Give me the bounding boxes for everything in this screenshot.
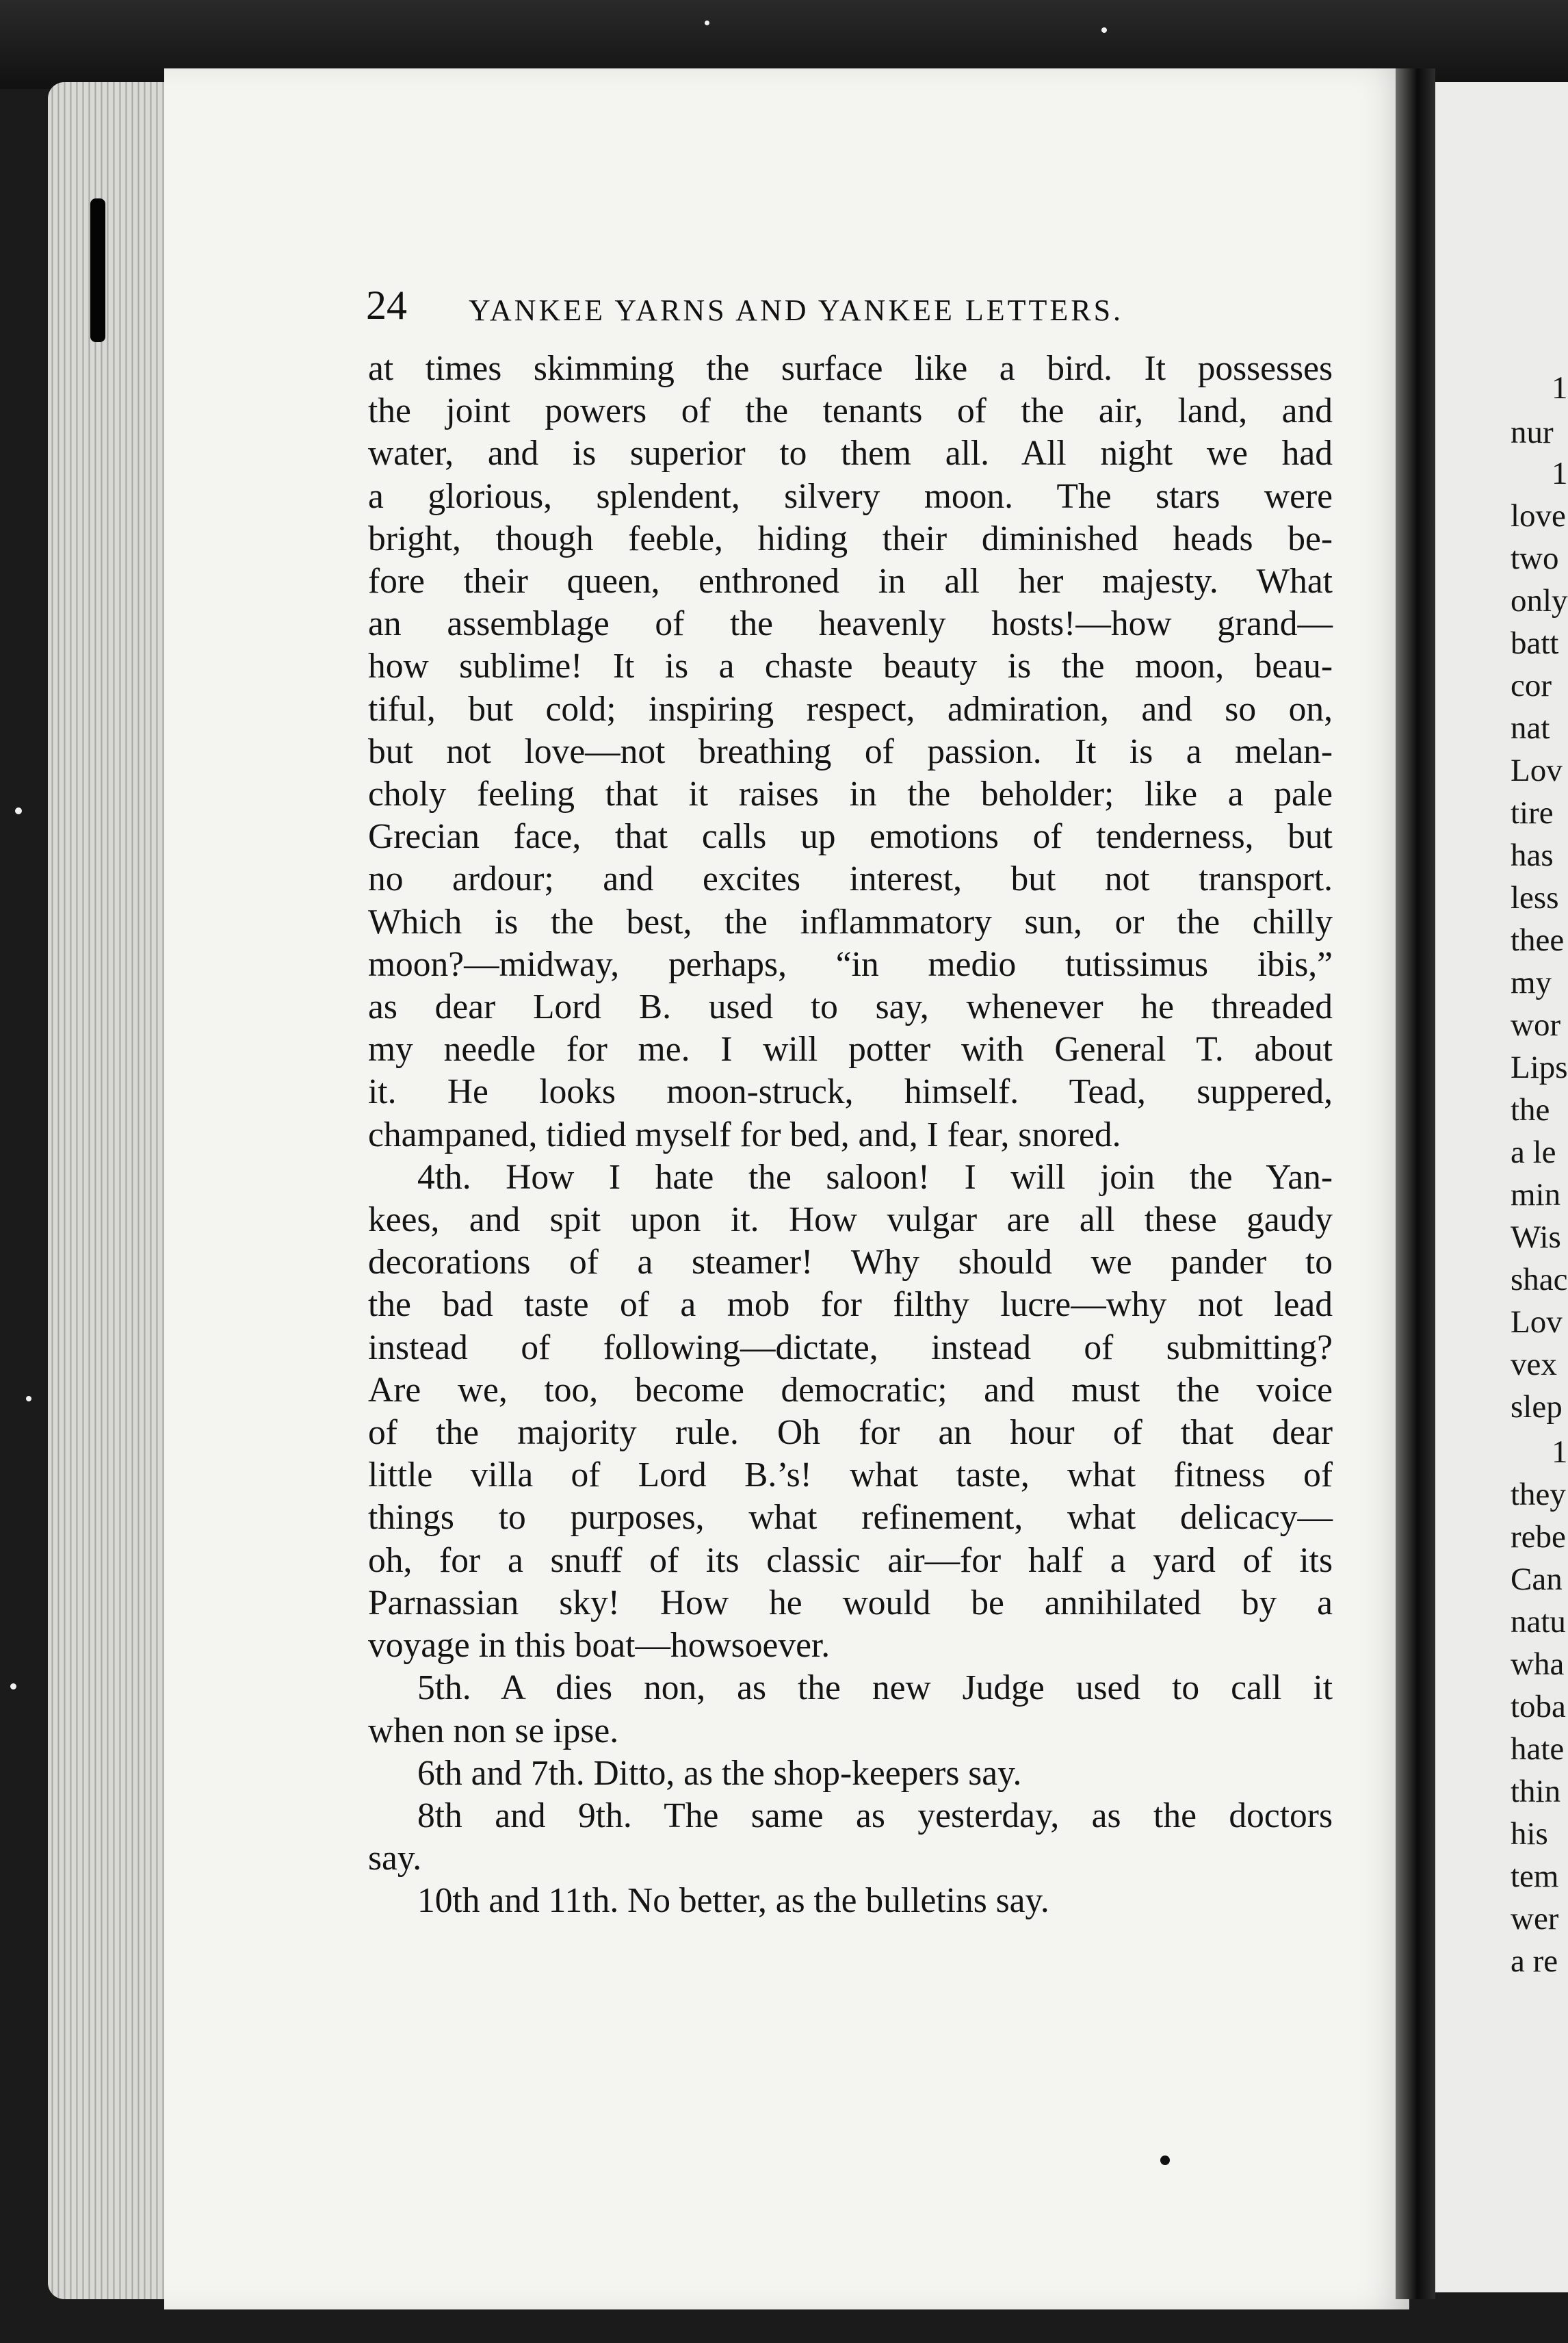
body-line: choly feeling that it raises in the beholder; like a pale [368,775,1333,814]
facing-page-fragment: thin [1511,1774,1561,1809]
facing-page-fragment: natu [1511,1604,1566,1640]
facing-page-fragment: has [1511,838,1554,873]
binding-notch [90,198,105,342]
body-line: of the majority rule. Oh for an hour of that dear [368,1413,1333,1453]
scan-speck [1101,27,1107,33]
facing-page-fragment: love [1511,498,1566,534]
facing-page-fragment: thee [1511,922,1565,958]
body-line: my needle for me. I will potter with General T. about [368,1030,1333,1070]
body-line: little villa of Lord B.’s! what taste, what fitness of [368,1455,1333,1495]
body-line: water, and is superior to them all. All night we had [368,434,1333,474]
facing-page-fragment: a le [1511,1135,1556,1170]
facing-page-fragment: his [1511,1816,1548,1852]
body-line: 5th. A dies non, as the new Judge used to call it [417,1668,1333,1708]
body-line: at times skimming the surface like a bird. It possesses [368,349,1333,388]
body-text [368,348,1333,1923]
book-gutter [1396,68,1435,2299]
body-line: the bad taste of a mob for filthy lucre—why not lead [368,1285,1333,1325]
body-line: moon?—midway, perhaps, “in medio tutissimus ibis,” [368,944,1333,984]
scan-speck [15,807,22,814]
body-line: kees, and spit upon it. How vulgar are all these gaudy [368,1200,1333,1240]
facing-page-fragment: they [1511,1477,1566,1512]
ink-dot [1160,2156,1170,2165]
page-header [366,282,1300,330]
body-line: things to purposes, what refinement, what delicacy— [368,1498,1333,1538]
body-line: Parnassian sky! How he would be annihilated by a [368,1583,1333,1622]
facing-page-fragment: batt [1511,625,1559,661]
facing-page-fragment: vex [1511,1347,1557,1382]
body-line: how sublime! It is a chaste beauty is the moon, beau- [368,647,1333,686]
page-number: 24 [366,283,407,328]
body-line: bright, though feeble, hiding their diminished heads be- [368,519,1333,558]
body-line: Which is the best, the inflammatory sun, or the chilly [368,902,1333,942]
facing-page-fragment: two [1511,541,1559,576]
scan-speck [26,1396,31,1401]
facing-page-fragment: wer [1511,1901,1559,1937]
facing-page-fragment: Can [1511,1562,1563,1597]
body-line: Grecian face, that calls up emotions of tenderness, but [368,817,1333,857]
body-line: 8th and 9th. The same as yesterday, as the doctors [417,1796,1333,1835]
body-line: when non se ipse. [368,1711,619,1750]
facing-page-fragment: hate [1511,1731,1565,1767]
facing-page-fragment: nat [1511,710,1550,746]
body-line: fore their queen, enthroned in all her majesty. What [368,562,1333,601]
body-line: tiful, but cold; inspiring respect, admiration, and so on, [368,689,1333,729]
facing-page [1435,82,1568,2292]
body-line: Are we, too, become democratic; and must the voice [368,1370,1333,1410]
body-line: but not love—not breathing of passion. It is a melan- [368,732,1333,771]
body-line: it. He looks moon-struck, himself. Tead, suppered, [368,1072,1333,1112]
facing-page-fragment: wor [1511,1007,1561,1043]
facing-page-fragment: 1 [1552,370,1568,406]
facing-page-fragment: tire [1511,795,1554,831]
body-line: as dear Lord B. used to say, whenever he threaded [368,987,1333,1027]
body-line: a glorious, splendent, silvery moon. The stars were [368,476,1333,516]
facing-page-fragment: Wis [1511,1219,1561,1255]
body-line: 6th and 7th. Ditto, as the shop-keepers say. [417,1753,1022,1793]
body-line: no ardour; and excites interest, but not transport. [368,859,1333,899]
facing-page-fragment: 1 [1552,1434,1568,1470]
facing-page-fragment: Lov [1511,1304,1563,1340]
facing-page-fragment: tem [1511,1859,1559,1894]
body-line: 4th. How I hate the saloon! I will join the Yan- [417,1157,1333,1197]
running-title: YANKEE YARNS AND YANKEE LETTERS. [469,294,1124,327]
body-line: champaned, tidied myself for bed, and, I fear, snored. [368,1115,1121,1154]
facing-page-fragment: toba [1511,1689,1566,1724]
facing-page-fragment: less [1511,880,1559,916]
facing-page-fragment: min [1511,1177,1561,1213]
facing-page-fragment: cor [1511,668,1552,703]
body-line: 10th and 11th. No better, as the bulletins say. [417,1881,1049,1921]
facing-page-fragment: slep [1511,1389,1563,1425]
body-line: decorations of a steamer! Why should we pander to [368,1243,1333,1282]
facing-page-fragment: my [1511,965,1552,1000]
body-line: voyage in this boat—howsoever. [368,1626,831,1666]
facing-page-fragment: the [1511,1092,1550,1128]
facing-page-fragment: only [1511,583,1568,619]
body-line: an assemblage of the heavenly hosts!—how grand— [368,604,1333,644]
scan-speck [10,1683,16,1690]
facing-page-fragment: 1 [1552,456,1568,491]
scan-speck [705,21,709,25]
facing-page-fragment: a re [1511,1943,1558,1979]
body-line: oh, for a snuff of its classic air—for half a yard of its [368,1540,1333,1580]
page-edges [48,82,178,2299]
body-line: the joint powers of the tenants of the air, land, and [368,391,1333,431]
body-line: say. [368,1839,422,1878]
body-line: instead of following—dictate, instead of submitting? [368,1328,1333,1367]
facing-page-fragment: wha [1511,1646,1565,1682]
facing-page-fragment: nur [1511,415,1554,450]
facing-page-fragment: rebe [1511,1519,1566,1555]
facing-page-fragment: Lov [1511,753,1563,788]
facing-page-fragment: Lips [1511,1050,1568,1085]
facing-page-fragment: shac [1511,1262,1568,1297]
